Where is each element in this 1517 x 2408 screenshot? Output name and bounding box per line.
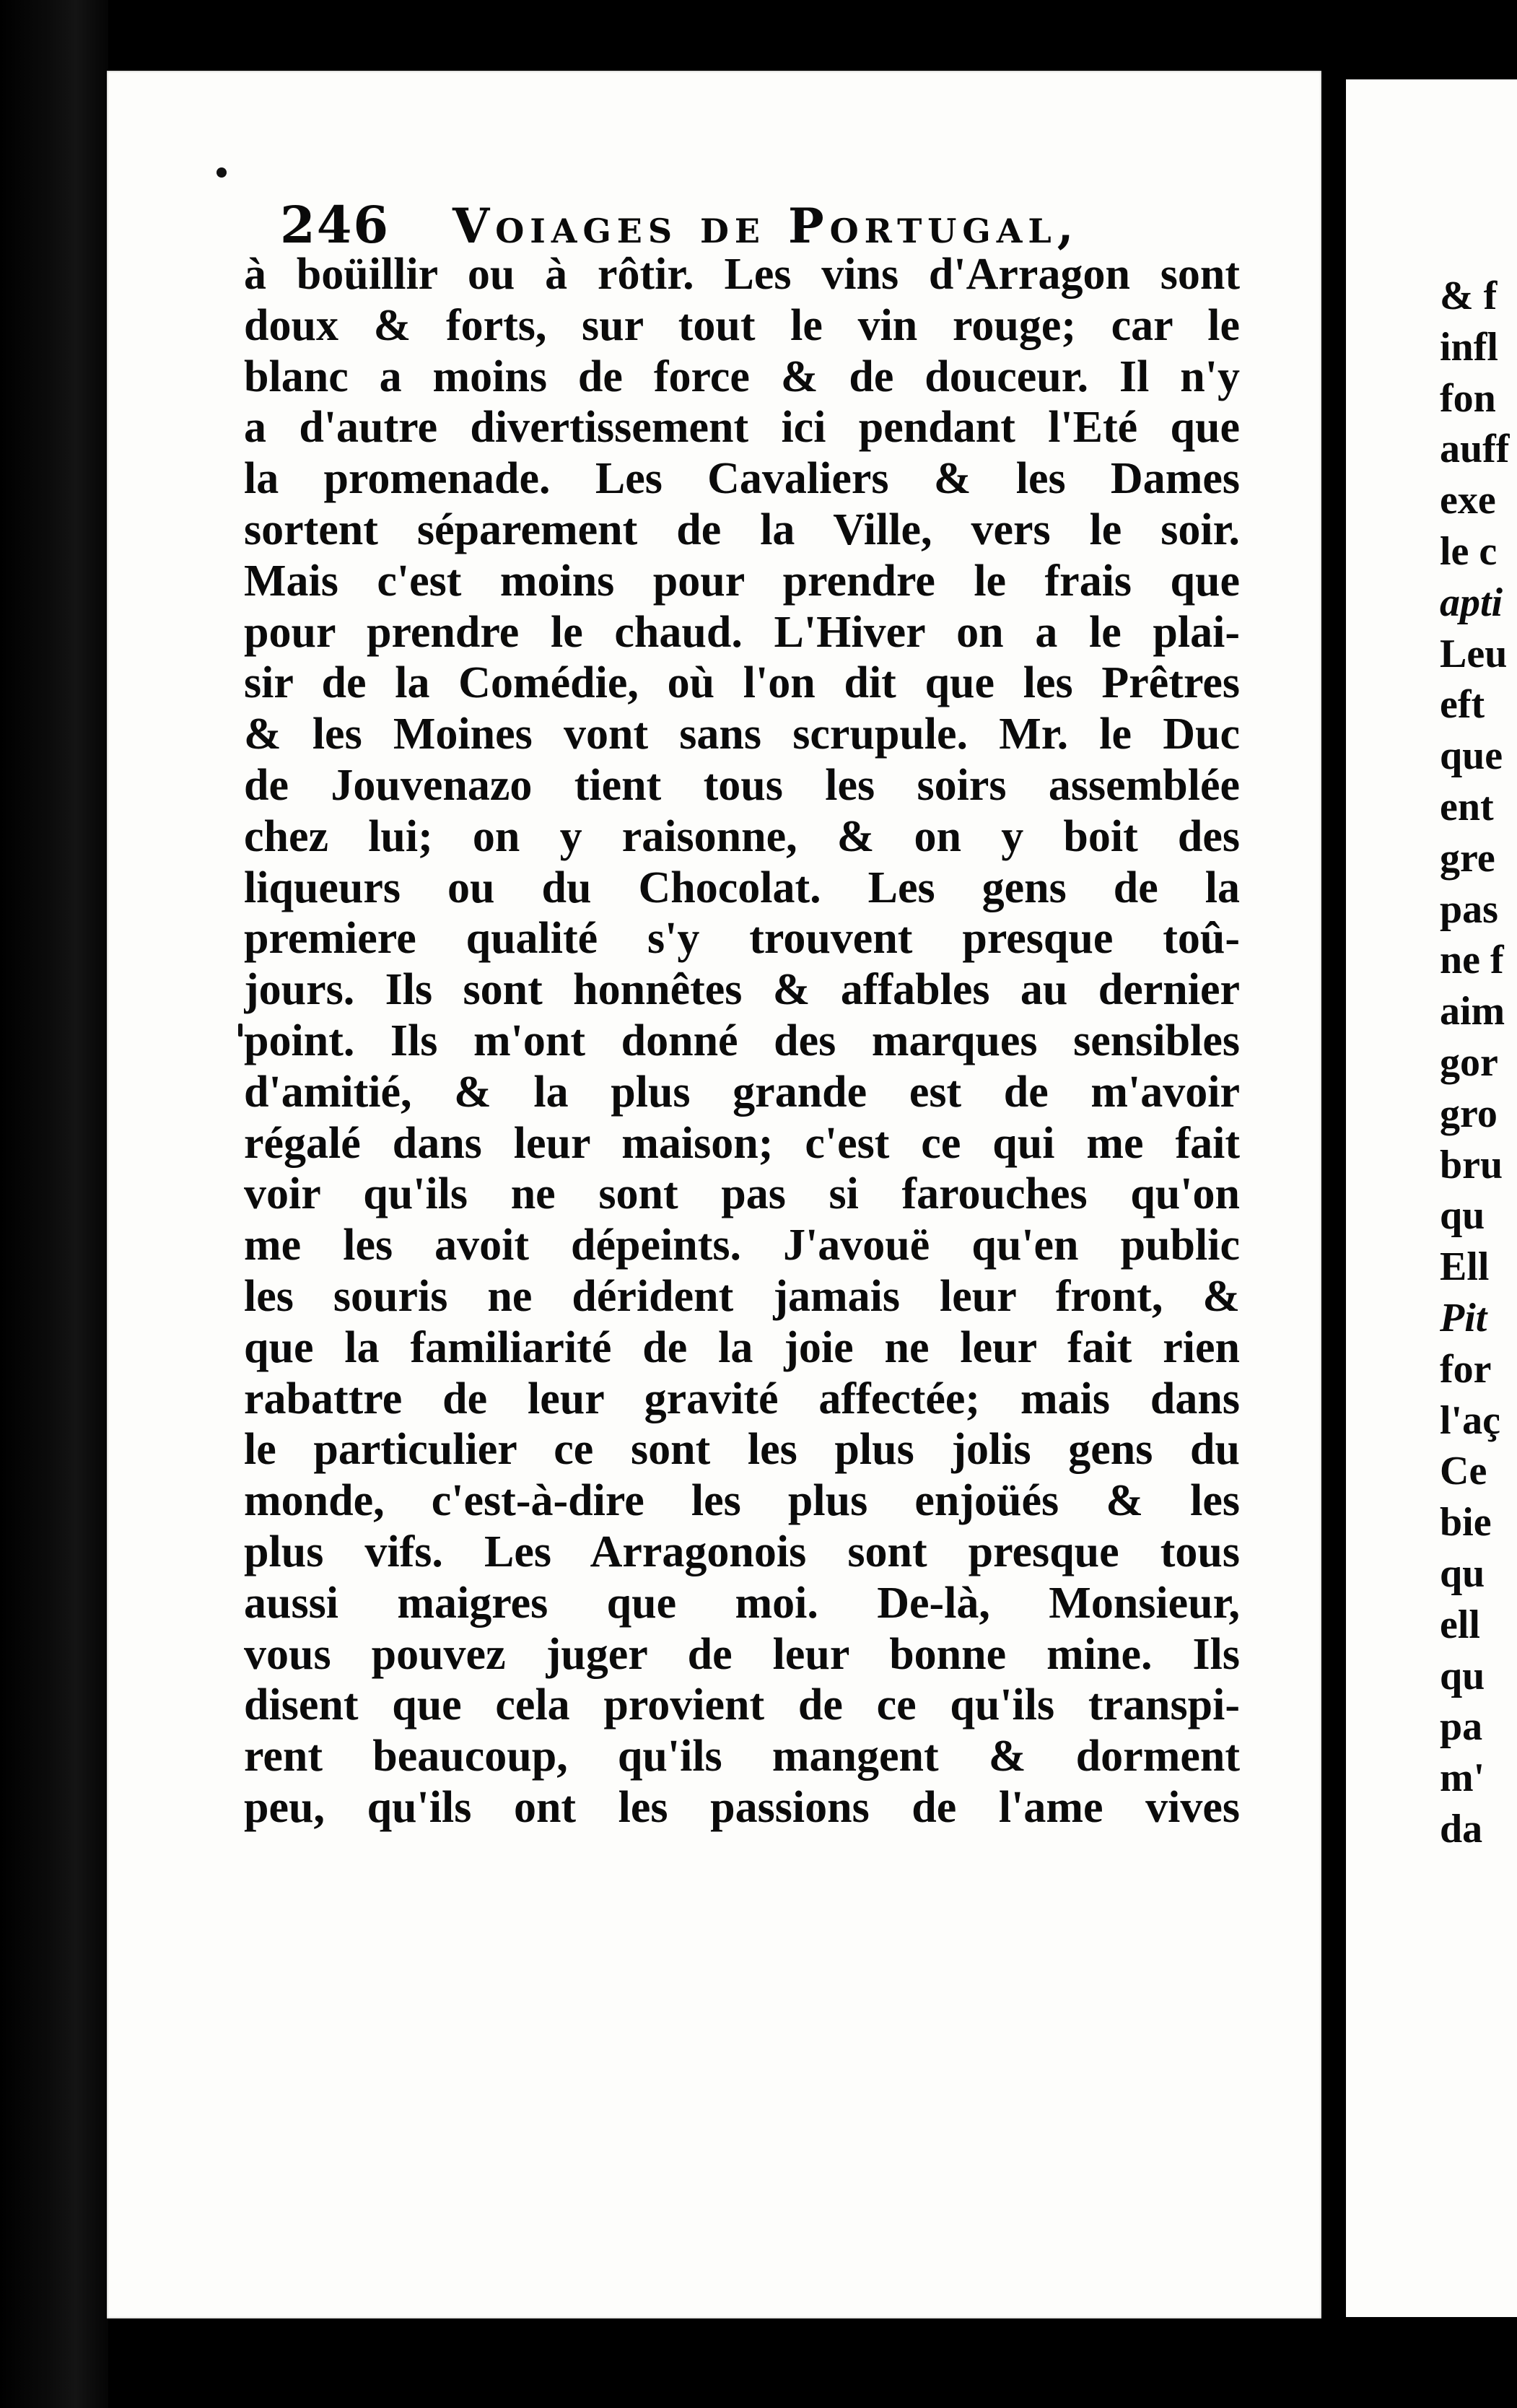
fragment-line: Leu xyxy=(1440,631,1508,676)
fragment-line: gre xyxy=(1440,835,1495,881)
text-line: premiere qualité s'y trouvent presque toû- xyxy=(244,914,1240,964)
fragment-line: pas xyxy=(1440,886,1498,932)
text-line: & les Moines vont sans scrupule. Mr. le Duc xyxy=(244,710,1240,759)
text-line: me les avoit dépeints. J'avouë qu'en public xyxy=(244,1221,1240,1270)
ink-speck xyxy=(217,167,227,178)
text-line: Mais c'est moins pour prendre le frais que xyxy=(244,556,1240,606)
fragment-line: que xyxy=(1440,733,1503,779)
text-line: disent que cela provient de ce qu'ils transpi- xyxy=(244,1680,1240,1730)
page-body-text xyxy=(244,249,1240,1833)
fragment-line: Ell xyxy=(1440,1244,1490,1290)
fragment-line: eft xyxy=(1440,682,1485,728)
fragment-line: ne f xyxy=(1440,938,1504,983)
facing-page-text-fragment xyxy=(1440,271,1516,1855)
book-binding-edge xyxy=(0,0,108,2408)
text-line: que la familiarité de la joie ne leur fait rien xyxy=(244,1322,1240,1372)
fragment-line: exe xyxy=(1440,478,1496,523)
text-line: plus vifs. Les Arragonois sont presque tous xyxy=(244,1527,1240,1576)
fragment-line: bru xyxy=(1440,1142,1503,1187)
text-line: peu, qu'ils ont les passions de l'ame vives xyxy=(244,1782,1240,1832)
fragment-line: da xyxy=(1440,1806,1483,1851)
fragment-line: Ce xyxy=(1440,1449,1487,1494)
fragment-line: Pit xyxy=(1440,1295,1487,1340)
fragment-line: qu xyxy=(1440,1193,1485,1239)
fragment-line: ell xyxy=(1440,1602,1480,1647)
text-line: voir qu'ils ne sont pas si farouches qu'on xyxy=(244,1169,1240,1219)
text-line: aussi maigres que moi. De-là, Monsieur, xyxy=(244,1578,1240,1628)
page-gutter xyxy=(1321,79,1346,2331)
text-line: de Jouvenazo tient tous les soirs assemblée xyxy=(244,760,1240,810)
fragment-line: apti xyxy=(1440,580,1503,625)
page-number: 246 xyxy=(280,195,390,255)
text-line: liqueurs ou du Chocolat. Les gens de la xyxy=(244,863,1240,912)
text-line: régalé dans leur maison; c'est ce qui me fait xyxy=(244,1118,1240,1168)
text-line: sir de la Comédie, où l'on dit que les Prêtres xyxy=(244,658,1240,708)
fragment-line: bie xyxy=(1440,1500,1492,1545)
text-line: la promenade. Les Cavaliers & les Dames xyxy=(244,454,1240,504)
fragment-line: l'aç xyxy=(1440,1397,1500,1443)
fragment-line: fon xyxy=(1440,375,1496,421)
text-line: les souris ne dérident jamais leur front, & xyxy=(244,1271,1240,1321)
running-title: Voiages de Portugal, xyxy=(452,198,1080,254)
fragment-line: aim xyxy=(1440,989,1505,1034)
fragment-line: qu xyxy=(1440,1550,1485,1596)
fragment-line: gro xyxy=(1440,1091,1498,1136)
ink-speck xyxy=(238,1024,242,1037)
text-line: a d'autre divertissement ici pendant l'Eté que xyxy=(244,403,1240,453)
text-line: sortent séparement de la Ville, vers le soir. xyxy=(244,505,1240,554)
text-line: le particulier ce sont les plus jolis gens du xyxy=(244,1425,1240,1475)
fragment-line: pa xyxy=(1440,1704,1483,1750)
fragment-line: m' xyxy=(1440,1755,1485,1801)
fragment-line: gor xyxy=(1440,1039,1498,1085)
text-line: doux & forts, sur tout le vin rouge; car le xyxy=(244,300,1240,350)
fragment-line: for xyxy=(1440,1346,1492,1392)
text-line: pour prendre le chaud. L'Hiver on a le plai- xyxy=(244,607,1240,657)
fragment-line: ent xyxy=(1440,784,1494,829)
fragment-line: infl xyxy=(1440,324,1498,370)
fragment-line: & f xyxy=(1440,274,1498,318)
text-line: d'amitié, & la plus grande est de m'avoir xyxy=(244,1067,1240,1117)
text-line: blanc a moins de force & de douceur. Il n'y xyxy=(244,352,1240,401)
text-line: rent beaucoup, qu'ils mangent & dorment xyxy=(244,1732,1240,1781)
fragment-line: le c xyxy=(1440,528,1498,574)
text-line: jours. Ils sont honnêtes & affables au dernier xyxy=(244,965,1240,1015)
text-line: monde, c'est-à-dire les plus enjoüés & les xyxy=(244,1476,1240,1526)
fragment-line: auff xyxy=(1440,427,1510,472)
text-line: point. Ils m'ont donné des marques sensibles xyxy=(244,1016,1240,1065)
fragment-line: qu xyxy=(1440,1653,1485,1698)
text-line: à boüillir ou à rôtir. Les vins d'Arragon sont xyxy=(244,250,1240,299)
text-line: vous pouvez juger de leur bonne mine. Ils xyxy=(244,1629,1240,1679)
text-line: rabattre de leur gravité affectée; mais dans xyxy=(244,1374,1240,1423)
text-line: chez lui; on y raisonne, & on y boit des xyxy=(244,811,1240,861)
